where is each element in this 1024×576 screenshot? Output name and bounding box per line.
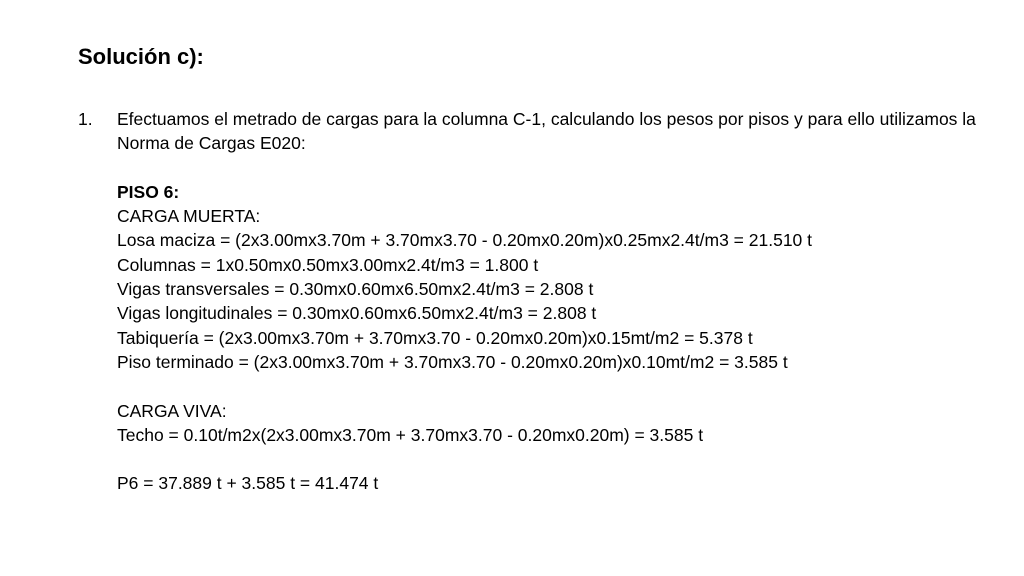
- dead-load-line-finished-floor: Piso terminado = (2x3.00mx3.70m + 3.70mx3.70 - 0.20mx0.20m)x0.10mt/m2 = 3.585 t: [117, 351, 788, 372]
- dead-load-line-transverse-beams: Vigas transversales = 0.30mx0.60mx6.50mx2.4t/m3 = 2.808 t: [117, 279, 594, 300]
- slide-title: Solución c):: [78, 44, 204, 69]
- dead-load-line-columns: Columnas = 1x0.50mx0.50mx3.00mx2.4t/m3 = 1.800 t: [117, 254, 539, 275]
- list-item-content: [117, 107, 997, 496]
- spacer: [117, 374, 997, 398]
- live-load-line-roof: Techo = 0.10t/m2x(2x3.00mx3.70m + 3.70mx3.70 - 0.20mx0.20m) = 3.585 t: [117, 424, 704, 445]
- dead-load-line-partitions: Tabiquería = (2x3.00mx3.70m + 3.70mx3.70 - 0.20mx0.20m)x0.15mt/m2 = 5.378 t: [117, 327, 753, 348]
- total-load-line: P6 = 37.889 t + 3.585 t = 41.474 t: [117, 473, 379, 494]
- spacer: [117, 447, 997, 471]
- spacer: [117, 156, 997, 180]
- dead-load-line-slab: Losa maciza = (2x3.00mx3.70m + 3.70mx3.70 - 0.20mx0.20m)x0.25mx2.4t/m3 = 21.510 t: [117, 230, 813, 251]
- dead-load-heading: CARGA MUERTA:: [117, 206, 261, 227]
- live-load-heading: CARGA VIVA:: [117, 400, 227, 421]
- dead-load-line-longitudinal-beams: Vigas longitudinales = 0.30mx0.60mx6.50mx2.4t/m3 = 2.808 t: [117, 303, 597, 324]
- floor-heading: PISO 6:: [117, 181, 180, 202]
- intro-paragraph: Efectuamos el metrado de cargas para la columna C-1, calculando los pesos por pisos y para ello utilizamos la Norma de Cargas E020:: [117, 109, 976, 154]
- list-item-number: 1.: [78, 109, 93, 129]
